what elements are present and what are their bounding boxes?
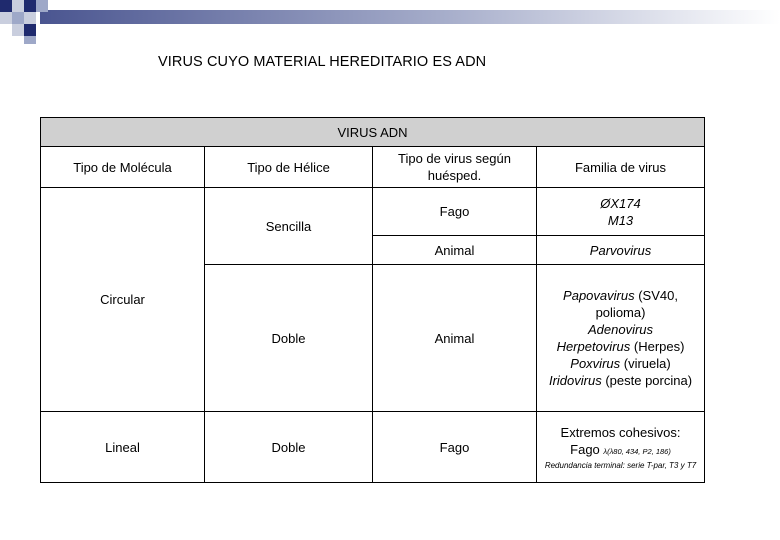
header-cell: Tipo de Hélice bbox=[205, 147, 373, 188]
header-cell: Tipo de virus según huésped. bbox=[373, 147, 537, 188]
helix-cell: Doble bbox=[205, 265, 373, 412]
deco-square bbox=[0, 0, 12, 12]
family-cell bbox=[537, 412, 705, 483]
table-row bbox=[41, 188, 705, 236]
table-caption: VIRUS ADN bbox=[41, 118, 705, 147]
family-name: M13 bbox=[607, 212, 634, 228]
deco-square bbox=[12, 12, 24, 24]
deco-square bbox=[12, 0, 24, 12]
family-item: Adenovirus bbox=[587, 322, 654, 337]
host-cell: Animal bbox=[373, 236, 537, 265]
family-item: Herpetovirus (Herpes) bbox=[556, 339, 685, 354]
header-decoration bbox=[0, 0, 780, 50]
deco-square bbox=[0, 12, 12, 24]
host-cell: Animal bbox=[373, 265, 537, 412]
deco-square bbox=[24, 12, 36, 24]
virus-table bbox=[40, 117, 705, 483]
family-note: Extremos cohesivos: bbox=[560, 424, 681, 440]
table-header-row bbox=[41, 147, 705, 188]
molecule-cell: Circular bbox=[41, 188, 205, 412]
deco-square bbox=[24, 24, 36, 36]
deco-square bbox=[24, 36, 36, 44]
family-cell bbox=[537, 188, 705, 236]
header-cell: Tipo de Molécula bbox=[41, 147, 205, 188]
deco-square bbox=[24, 0, 36, 12]
family-cell bbox=[537, 265, 705, 412]
helix-cell: Doble bbox=[205, 412, 373, 483]
family-name: ØX174 bbox=[600, 195, 641, 211]
molecule-cell: Lineal bbox=[41, 412, 205, 483]
host-cell: Fago bbox=[373, 412, 537, 483]
family-item: Poxvirus (viruela) bbox=[570, 356, 671, 371]
helix-cell: Sencilla bbox=[205, 188, 373, 265]
page-title: VIRUS CUYO MATERIAL HEREDITARIO ES ADN bbox=[158, 54, 487, 70]
table-row bbox=[41, 412, 705, 483]
header-cell: Familia de virus bbox=[537, 147, 705, 188]
family-cell: Parvovirus bbox=[537, 236, 705, 265]
family-note: Redundancia terminal: serie T-par, T3 y T7 bbox=[544, 460, 697, 470]
host-cell: Fago bbox=[373, 188, 537, 236]
deco-gradient-bar bbox=[40, 10, 780, 24]
family-item: Fago λ(λ80, 434, P2, 186) bbox=[570, 441, 671, 457]
deco-square bbox=[12, 24, 24, 36]
deco-square bbox=[36, 0, 48, 12]
family-item: Iridovirus (peste porcina) bbox=[548, 373, 693, 388]
family-item: Papovavirus (SV40, polioma) bbox=[563, 288, 678, 320]
table-caption-row bbox=[41, 118, 705, 147]
